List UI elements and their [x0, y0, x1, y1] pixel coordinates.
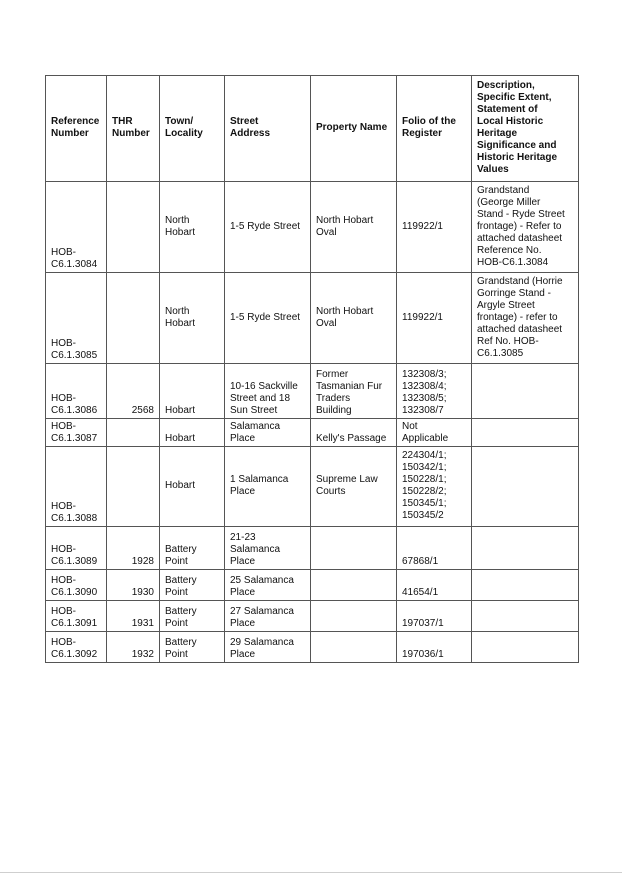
cell-property: [311, 632, 397, 663]
cell-reference: HOB- C6.1.3091: [46, 601, 107, 632]
heritage-register-table: [45, 75, 579, 663]
cell-town: Battery Point: [160, 570, 225, 601]
table-row: [46, 447, 579, 527]
cell-thr: [107, 182, 160, 273]
cell-folio: 67868/1: [397, 527, 472, 570]
cell-thr: 2568: [107, 364, 160, 419]
cell-thr: 1931: [107, 601, 160, 632]
cell-street: 21-23 Salamanca Place: [225, 527, 311, 570]
header-description: Description, Specific Extent, Statement of Local Historic Heritage Significance and Historic Heritage Values: [472, 76, 579, 182]
cell-town: Battery Point: [160, 632, 225, 663]
cell-town: Hobart: [160, 419, 225, 447]
cell-property: [311, 527, 397, 570]
table-row: [46, 182, 579, 273]
cell-reference: HOB- C6.1.3087: [46, 419, 107, 447]
cell-description: Grandstand (Horrie Gorringe Stand - Argyle Street frontage) - refer to attached datasheet Ref No. HOB- C6.1.3085: [472, 273, 579, 364]
cell-property: Former Tasmanian Fur Traders Building: [311, 364, 397, 419]
cell-street: 1-5 Ryde Street: [225, 273, 311, 364]
cell-town: Hobart: [160, 364, 225, 419]
cell-description: [472, 364, 579, 419]
cell-thr: 1932: [107, 632, 160, 663]
cell-street: 29 Salamanca Place: [225, 632, 311, 663]
cell-street: 10-16 Sackville Street and 18 Sun Street: [225, 364, 311, 419]
cell-reference: HOB- C6.1.3085: [46, 273, 107, 364]
cell-description: [472, 447, 579, 527]
cell-description: [472, 527, 579, 570]
cell-folio: 197036/1: [397, 632, 472, 663]
cell-property: North Hobart Oval: [311, 182, 397, 273]
header-reference-number: Reference Number: [46, 76, 107, 182]
cell-thr: [107, 447, 160, 527]
cell-street: Salamanca Place: [225, 419, 311, 447]
cell-street: 25 Salamanca Place: [225, 570, 311, 601]
cell-description: [472, 419, 579, 447]
table-row: [46, 419, 579, 447]
cell-town: North Hobart: [160, 273, 225, 364]
table-row: [46, 632, 579, 663]
cell-folio: 197037/1: [397, 601, 472, 632]
cell-property: [311, 601, 397, 632]
cell-description: [472, 570, 579, 601]
cell-property: [311, 570, 397, 601]
table-row: [46, 527, 579, 570]
header-street-address: Street Address: [225, 76, 311, 182]
cell-property: Supreme Law Courts: [311, 447, 397, 527]
cell-street: 1 Salamanca Place: [225, 447, 311, 527]
cell-property: Kelly's Passage: [311, 419, 397, 447]
cell-folio: 132308/3; 132308/4; 132308/5; 132308/7: [397, 364, 472, 419]
header-thr-number: THR Number: [107, 76, 160, 182]
cell-town: Hobart: [160, 447, 225, 527]
table-row: [46, 601, 579, 632]
cell-folio: 224304/1; 150342/1; 150228/1; 150228/2; 150345/1; 150345/2: [397, 447, 472, 527]
cell-reference: HOB- C6.1.3092: [46, 632, 107, 663]
cell-property: North Hobart Oval: [311, 273, 397, 364]
cell-folio: 41654/1: [397, 570, 472, 601]
header-property-name: Property Name: [311, 76, 397, 182]
cell-description: [472, 632, 579, 663]
header-town-locality: Town/ Locality: [160, 76, 225, 182]
header-row: [46, 76, 579, 182]
cell-town: Battery Point: [160, 601, 225, 632]
cell-thr: 1930: [107, 570, 160, 601]
cell-reference: HOB- C6.1.3089: [46, 527, 107, 570]
page-bottom-divider: [0, 872, 622, 873]
table-row: [46, 273, 579, 364]
cell-description: [472, 601, 579, 632]
table-row: [46, 570, 579, 601]
cell-folio: Not Applicable: [397, 419, 472, 447]
cell-description: Grandstand (George Miller Stand - Ryde Street frontage) - Refer to attached datasheet Reference No. HOB-C6.1.3084: [472, 182, 579, 273]
cell-street: 27 Salamanca Place: [225, 601, 311, 632]
cell-reference: HOB- C6.1.3086: [46, 364, 107, 419]
cell-thr: 1928: [107, 527, 160, 570]
cell-thr: [107, 419, 160, 447]
cell-folio: 119922/1: [397, 273, 472, 364]
cell-reference: HOB- C6.1.3088: [46, 447, 107, 527]
cell-reference: HOB- C6.1.3090: [46, 570, 107, 601]
cell-town: North Hobart: [160, 182, 225, 273]
cell-reference: HOB- C6.1.3084: [46, 182, 107, 273]
table-row: [46, 364, 579, 419]
cell-town: Battery Point: [160, 527, 225, 570]
cell-thr: [107, 273, 160, 364]
cell-street: 1-5 Ryde Street: [225, 182, 311, 273]
cell-folio: 119922/1: [397, 182, 472, 273]
header-folio: Folio of the Register: [397, 76, 472, 182]
